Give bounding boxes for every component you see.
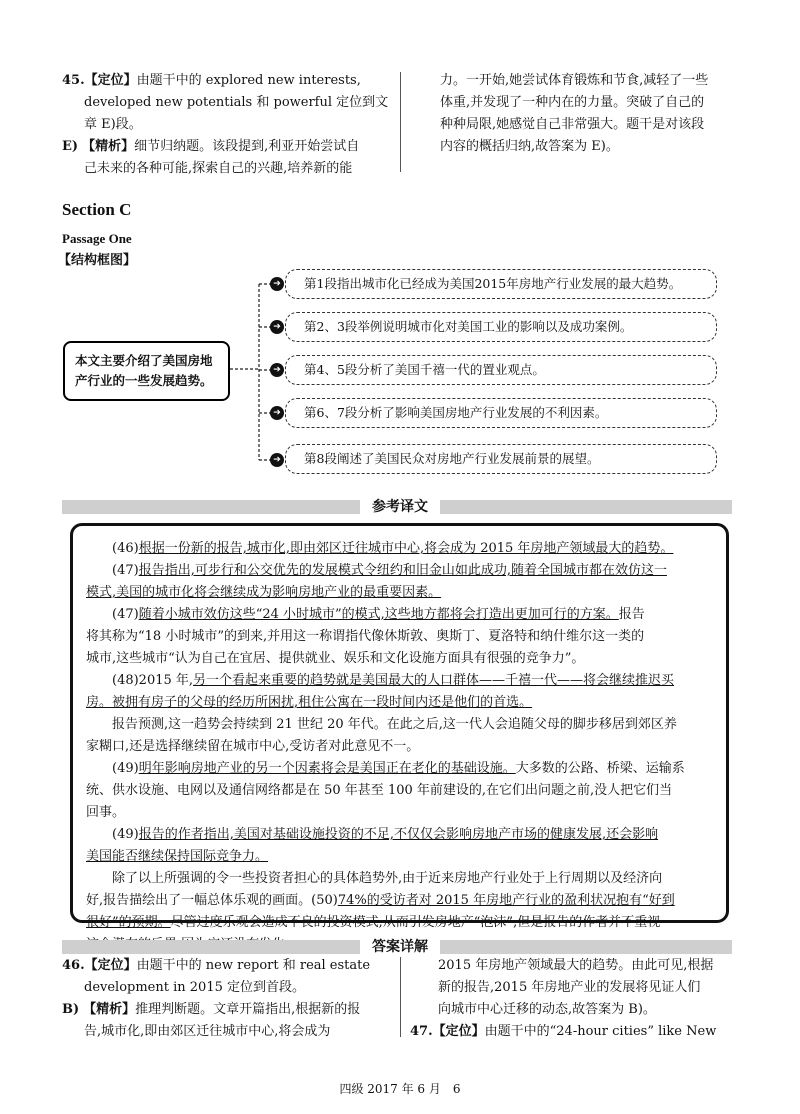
translation-line <box>86 802 716 824</box>
tag: 【定位】 <box>432 1024 485 1039</box>
translation-header <box>0 496 800 516</box>
underlined-text: 根据一份新的报告,城市化,即由郊区迁往城市中心,将会成为 2015 年房地产领域最大的趋势。 <box>138 541 674 556</box>
answer-letter: B) <box>62 1002 80 1017</box>
text-line: 力。一开始,她尝试体育锻炼和节食,减轻了一些 <box>440 73 709 88</box>
plain-text: 大多数的公路、桥梁、运输系 <box>515 761 685 776</box>
translation-line <box>86 736 716 758</box>
passage-heading: Passage One <box>62 231 132 246</box>
translation-line <box>86 890 716 912</box>
translation-line <box>86 648 716 670</box>
tag: 【定位】 <box>84 958 137 973</box>
question-number: 45. <box>62 73 85 88</box>
arrow-right-icon: ➔ <box>270 320 284 334</box>
marker: (47) <box>112 607 139 622</box>
text-line <box>62 158 392 180</box>
question-number: 46. <box>62 958 85 973</box>
line-text: 细节归纳题。该段提到,利亚开始尝试自 <box>134 139 360 154</box>
translation-line <box>86 604 716 626</box>
tag: 【精析】 <box>83 1002 136 1017</box>
translation-line <box>86 626 716 648</box>
column-divider <box>400 957 401 1037</box>
plain-text: 除了以上所强调的令一些投资者担心的具体趋势外,由于近来房地产行业处于上行周期以及经济向 <box>112 871 663 886</box>
underlined-text: 很好”的预期。 <box>86 915 171 930</box>
line-text: 由题干中的 explored new interests, <box>136 73 361 88</box>
underlined-text: 美国能否继续保持国际竞争力。 <box>86 849 269 864</box>
line-text: 推理判断题。文章开篇指出,根据新的报 <box>135 1002 361 1017</box>
text-line: 内容的概括归纳,故答案为 E)。 <box>440 139 619 154</box>
branch-box: 第4、5段分析了美国千禧一代的置业观点。 <box>285 355 717 385</box>
translation-line <box>86 538 716 560</box>
underlined-text: 另一个看起来重要的趋势就是美国最大的人口群体——千禧一代——将会继续推迟买 <box>193 673 675 688</box>
arrow-right-icon: ➔ <box>270 406 284 420</box>
underlined-text: 随着小城市效仿这些“24 小时城市”的模式,这些地方都将会打造出更加可行的方案。 <box>138 607 619 622</box>
marker: (49) <box>112 827 139 842</box>
translation-line <box>86 670 716 692</box>
plain-text: 回事。 <box>86 805 126 820</box>
text-line <box>62 999 392 1021</box>
arrow-right-icon: ➔ <box>270 363 284 377</box>
line-text: 新的报告,2015 年房地产业的发展将见证人们 <box>438 980 701 995</box>
text-line <box>62 70 392 92</box>
translation-line <box>86 780 716 802</box>
text-line <box>62 955 392 977</box>
plain-text: 好,报告描绘出了一幅总体乐观的画面。(50) <box>86 893 338 908</box>
page-footer: 四级 2017 年 6 月 6 <box>339 1082 461 1096</box>
marker: (49) <box>112 761 139 776</box>
text-line: 体重,并发现了一种内在的力量。突破了自己的 <box>440 95 705 110</box>
plain-text: 报告 <box>618 607 645 622</box>
top-left-column <box>62 70 392 180</box>
plain-text: 报告预测,这一趋势会持续到 21 世纪 20 年代。在此之后,这一代人会追随父母的脚步移居到郊区养 <box>112 717 677 732</box>
text-line <box>62 92 392 114</box>
line-text: development in 2015 定位到首段。 <box>84 980 305 995</box>
underlined-text: 房。被拥有房子的父母的经历所困扰,租住公寓在一段时间内还是他们的首选。 <box>86 695 533 710</box>
underlined-text: 报告指出,可步行和公交优先的发展模式令纽约和旧金山如此成功,随着全国城市都在效仿这一 <box>138 563 667 578</box>
main-summary-box: 本文主要介绍了美国房地产行业的一些发展趋势。 <box>63 341 230 401</box>
arrow-right-icon: ➔ <box>270 453 284 467</box>
marker: (47) <box>112 563 139 578</box>
text-line <box>410 955 740 977</box>
line-text: 由题干中的 new report 和 real estate <box>136 958 371 973</box>
plain-text: 尽管过度乐观会造成不良的投资模式,从而引发房地产“泡沫”,但是报告的作者并不重视 <box>170 915 661 930</box>
section-heading: Section C <box>62 200 132 219</box>
text-line <box>62 1021 392 1043</box>
answers-right-column <box>410 955 740 1043</box>
column-divider <box>400 72 401 172</box>
line-text: developed new potentials 和 powerful 定位到文 <box>84 95 389 110</box>
text-line <box>62 977 392 999</box>
translation-line <box>86 846 716 868</box>
marker: (46) <box>112 541 139 556</box>
answer-letter: E) <box>62 139 79 154</box>
text-line <box>410 977 740 999</box>
plain-text: 城市,这些城市“认为自己在宜居、提供就业、娱乐和文化设施方面具有很强的竞争力”。 <box>86 651 585 666</box>
line-text: 2015 年房地产领域最大的趋势。由此可见,根据 <box>438 958 714 973</box>
underlined-text: 模式,美国的城市化将会继续成为影响房地产业的最重要因素。 <box>86 585 442 600</box>
translation-line <box>86 560 716 582</box>
translation-line <box>86 824 716 846</box>
answers-header <box>0 936 800 956</box>
plain-text: 统、供水设施、电网以及通信网络都是在 50 年甚至 100 年前建设的,在它们出问题之前,没人把它们当 <box>86 783 673 798</box>
translation-line <box>86 582 716 604</box>
line-text: 由题干中的“24-hour cities” like New <box>484 1024 717 1039</box>
question-number: 47. <box>410 1024 433 1039</box>
line-text: 己未来的各种可能,探索自己的兴趣,培养新的能 <box>84 161 353 176</box>
translation-line <box>86 868 716 890</box>
underlined-text: 74%的受访者对 2015 年房地产行业的盈利状况抱有“好到 <box>337 893 675 908</box>
plain-text: 家糊口,还是选择继续留在城市中心,受访者对此意见不一。 <box>86 739 420 754</box>
marker: (48)2015 年, <box>112 673 194 688</box>
line-text: 向城市中心迁移的动态,故答案为 B)。 <box>438 1002 656 1017</box>
arrow-right-icon: ➔ <box>270 277 284 291</box>
header-text: 参考译文 <box>360 499 440 515</box>
branch-box: 第1段指出城市化已经成为美国2015年房地产行业发展的最大趋势。 <box>285 269 717 299</box>
translation-line <box>86 714 716 736</box>
answers-left-column <box>62 955 392 1043</box>
line-text: 告,城市化,即由郊区迁往城市中心,将会成为 <box>84 1024 331 1039</box>
text-line <box>410 999 740 1021</box>
underlined-text: 明年影响房地产业的另一个因素将会是美国正在老化的基础设施。 <box>138 761 516 776</box>
translation-line <box>86 692 716 714</box>
text-line <box>62 136 392 158</box>
header-text: 答案详解 <box>360 939 440 955</box>
branch-box: 第6、7段分析了影响美国房地产行业发展的不利因素。 <box>285 398 717 428</box>
tag: 【定位】 <box>84 73 137 88</box>
branch-box: 第8段阐述了美国民众对房地产行业发展前景的展望。 <box>285 444 717 474</box>
text-line <box>62 114 392 136</box>
line-text: 章 E)段。 <box>84 117 142 132</box>
tag: 【精析】 <box>82 139 135 154</box>
translation-line <box>86 758 716 780</box>
framework-label: 【结构框图】 <box>58 253 137 268</box>
translation-line <box>86 912 716 934</box>
text-line <box>410 1021 740 1043</box>
branch-box: 第2、3段举例说明城市化对美国工业的影响以及成功案例。 <box>285 312 717 342</box>
top-right-column <box>440 70 770 158</box>
text-line: 种种局限,她感觉自己非常强大。题干是对该段 <box>440 117 705 132</box>
plain-text: 将其称为“18 小时城市”的到来,并用这一称谓指代像休斯敦、奥斯丁、夏洛特和纳什维尔这一类的 <box>86 629 645 644</box>
underlined-text: 报告的作者指出,美国对基础设施投资的不足,不仅仅会影响房地产市场的健康发展,还会影响 <box>138 827 659 842</box>
